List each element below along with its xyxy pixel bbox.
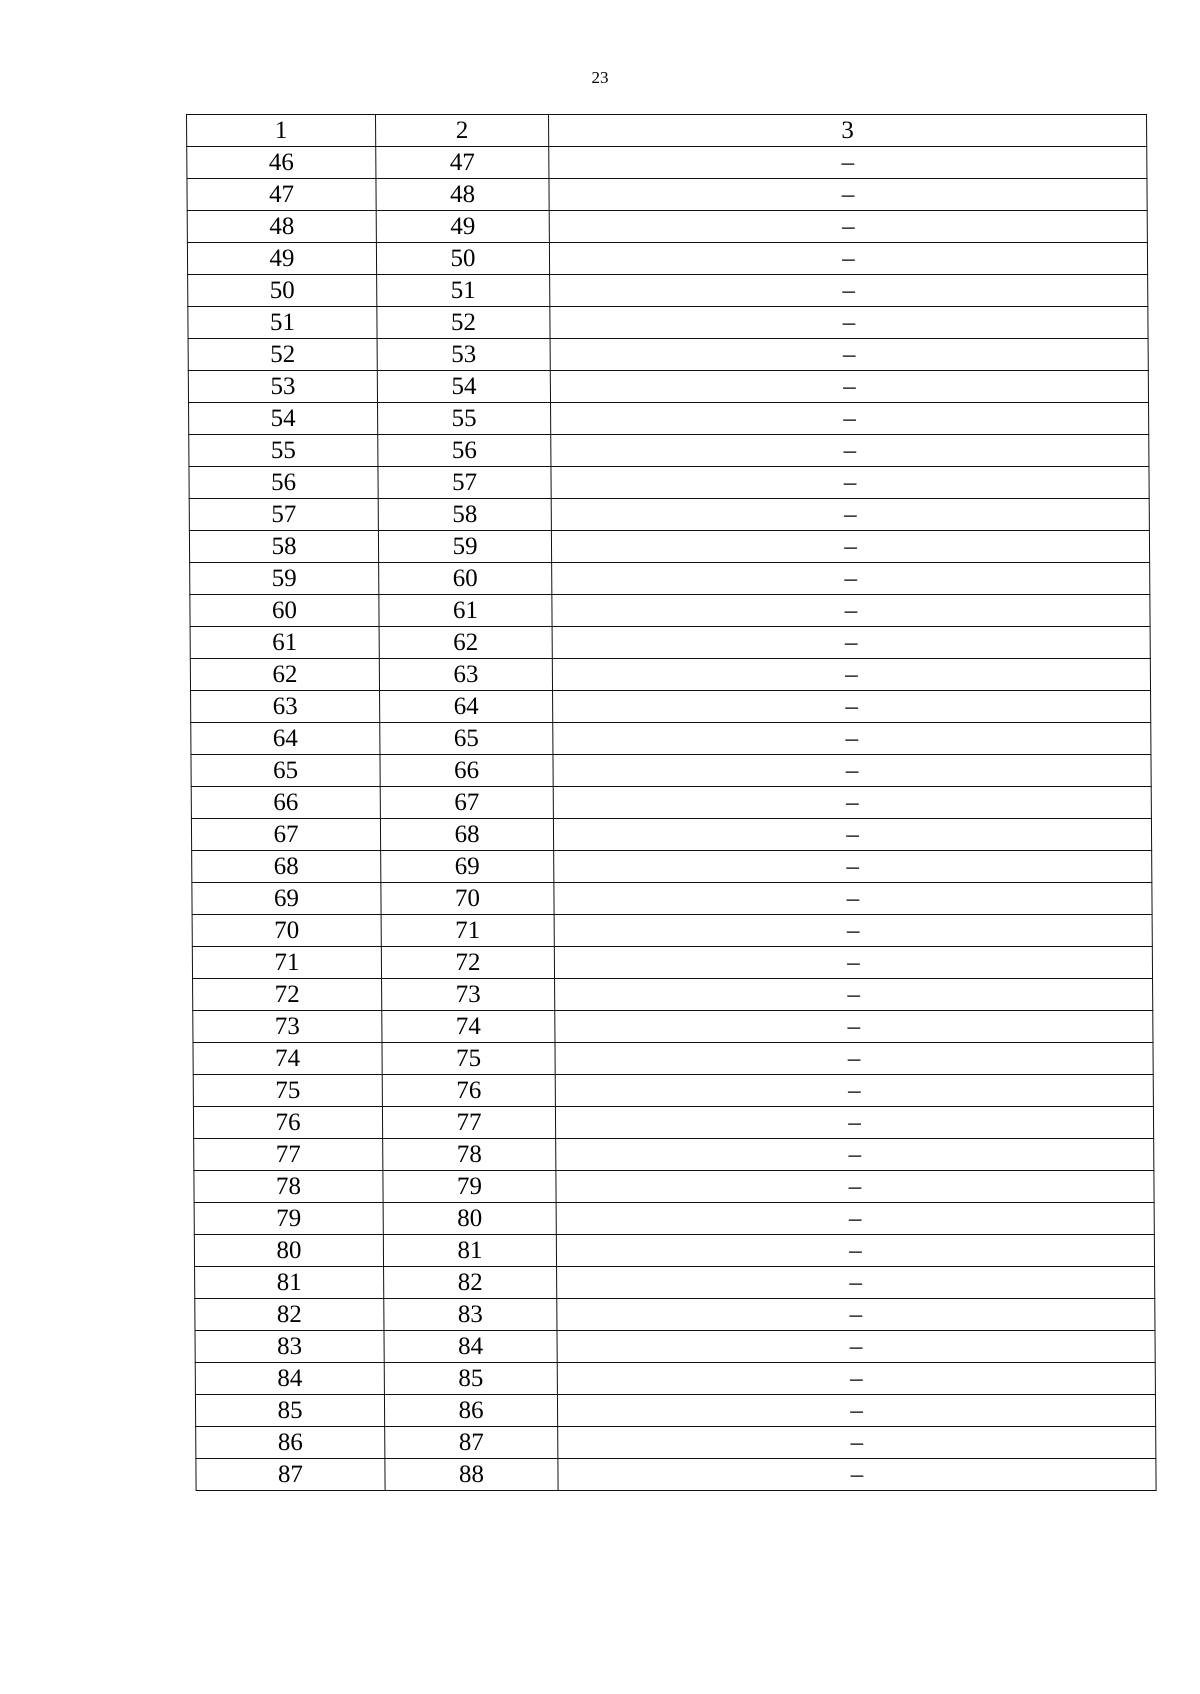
table-row	[189, 403, 1149, 435]
table-row	[187, 211, 1147, 243]
table-row	[190, 659, 1150, 691]
cell-col3: –	[553, 755, 1151, 787]
cell-col3: –	[550, 275, 1148, 307]
cell-col1: 80	[194, 1235, 383, 1267]
table-row	[193, 979, 1153, 1011]
cell-col2: 80	[383, 1203, 556, 1235]
cell-col1: 53	[188, 371, 377, 403]
cell-col1: 60	[190, 595, 379, 627]
table-row	[195, 1395, 1155, 1427]
table-row	[196, 1459, 1156, 1491]
cell-col2: 56	[378, 435, 551, 467]
cell-col1: 85	[195, 1395, 384, 1427]
cell-col1: 47	[187, 179, 376, 211]
cell-col3: –	[554, 851, 1152, 883]
cell-col2: 77	[382, 1107, 555, 1139]
cell-col2: 47	[376, 147, 549, 179]
cell-col3: –	[553, 691, 1151, 723]
cell-col1: 84	[195, 1363, 384, 1395]
cell-col1: 77	[194, 1139, 383, 1171]
cell-col2: 74	[382, 1011, 555, 1043]
cell-col3: –	[551, 531, 1149, 563]
cell-col2: 62	[379, 627, 552, 659]
cell-col2: 61	[379, 595, 552, 627]
table-body	[187, 115, 1157, 1491]
cell-col2: 59	[378, 531, 551, 563]
cell-col1: 46	[187, 147, 376, 179]
cell-col1: 58	[189, 531, 378, 563]
cell-col2: 85	[384, 1363, 557, 1395]
column-header-3: 3	[549, 115, 1147, 147]
cell-col3: –	[551, 403, 1149, 435]
cell-col1: 50	[188, 275, 377, 307]
cell-col2: 70	[381, 883, 554, 915]
table-row	[187, 147, 1147, 179]
cell-col2: 78	[383, 1139, 556, 1171]
cell-col2: 64	[380, 691, 553, 723]
cell-col2: 50	[376, 243, 549, 275]
cell-col1: 54	[189, 403, 378, 435]
cell-col3: –	[557, 1331, 1155, 1363]
cell-col1: 69	[192, 883, 381, 915]
cell-col2: 65	[380, 723, 553, 755]
cell-col3: –	[553, 723, 1151, 755]
cell-col3: –	[551, 499, 1149, 531]
cell-col3: –	[556, 1171, 1154, 1203]
cell-col1: 70	[192, 915, 381, 947]
cell-col3: –	[554, 915, 1152, 947]
cell-col3: –	[555, 1043, 1153, 1075]
cell-col3: –	[554, 883, 1152, 915]
table-row	[195, 1363, 1155, 1395]
cell-col2: 88	[385, 1459, 558, 1491]
cell-col1: 59	[190, 563, 379, 595]
cell-col1: 49	[187, 243, 376, 275]
table-row	[189, 531, 1149, 563]
cell-col2: 53	[377, 339, 550, 371]
cell-col2: 84	[384, 1331, 557, 1363]
cell-col3: –	[550, 339, 1148, 371]
table-row	[195, 1331, 1155, 1363]
cell-col2: 60	[379, 563, 552, 595]
table-row	[187, 179, 1147, 211]
table-row	[189, 435, 1149, 467]
cell-col3: –	[552, 563, 1150, 595]
cell-col2: 69	[381, 851, 554, 883]
cell-col3: –	[555, 1107, 1153, 1139]
cell-col2: 79	[383, 1171, 556, 1203]
cell-col3: –	[557, 1267, 1155, 1299]
table-row	[189, 467, 1149, 499]
cell-col2: 48	[376, 179, 549, 211]
table-row	[193, 1011, 1153, 1043]
cell-col3: –	[558, 1427, 1156, 1459]
cell-col1: 87	[196, 1459, 385, 1491]
table-row	[193, 1043, 1153, 1075]
cell-col1: 62	[190, 659, 379, 691]
cell-col1: 57	[189, 499, 378, 531]
table-row	[188, 307, 1148, 339]
cell-col1: 73	[193, 1011, 382, 1043]
cell-col1: 68	[192, 851, 381, 883]
cell-col2: 76	[382, 1075, 555, 1107]
cell-col2: 73	[382, 979, 555, 1011]
table-row	[191, 787, 1151, 819]
cell-col1: 61	[190, 627, 379, 659]
cell-col3: –	[550, 307, 1148, 339]
cell-col2: 66	[380, 755, 553, 787]
cell-col3: –	[556, 1203, 1154, 1235]
table-row	[192, 947, 1152, 979]
page-number: 23	[591, 68, 609, 87]
cell-col3: –	[550, 371, 1148, 403]
cell-col2: 55	[378, 403, 551, 435]
cell-col2: 57	[378, 467, 551, 499]
table-row	[194, 1171, 1154, 1203]
table-row	[189, 499, 1149, 531]
cell-col2: 75	[382, 1043, 555, 1075]
column-header-2: 2	[376, 115, 549, 147]
cell-col1: 67	[191, 819, 380, 851]
cell-col1: 66	[191, 787, 380, 819]
cell-col1: 86	[196, 1427, 385, 1459]
table-header-row	[187, 115, 1147, 147]
cell-col1: 63	[191, 691, 380, 723]
cell-col3: –	[555, 1075, 1153, 1107]
cell-col3: –	[557, 1363, 1155, 1395]
cell-col3: –	[555, 979, 1153, 1011]
cell-col1: 71	[192, 947, 381, 979]
cell-col2: 68	[380, 819, 553, 851]
table-row	[193, 1107, 1153, 1139]
table-row	[193, 1075, 1153, 1107]
cell-col1: 79	[194, 1203, 383, 1235]
cell-col2: 58	[378, 499, 551, 531]
cell-col2: 87	[385, 1427, 558, 1459]
cell-col3: –	[549, 211, 1147, 243]
table-row	[187, 243, 1147, 275]
table-row	[191, 691, 1151, 723]
cell-col2: 83	[384, 1299, 557, 1331]
table-row	[191, 755, 1151, 787]
data-table	[186, 114, 1157, 1491]
table-row	[196, 1427, 1156, 1459]
cell-col2: 52	[377, 307, 550, 339]
table-row	[190, 595, 1150, 627]
cell-col1: 64	[191, 723, 380, 755]
table-row	[188, 371, 1148, 403]
cell-col1: 74	[193, 1043, 382, 1075]
table-row	[192, 883, 1152, 915]
table-row	[190, 563, 1150, 595]
cell-col3: –	[552, 627, 1150, 659]
cell-col3: –	[551, 467, 1149, 499]
cell-col1: 56	[189, 467, 378, 499]
cell-col1: 55	[189, 435, 378, 467]
table-row	[192, 851, 1152, 883]
cell-col3: –	[554, 947, 1152, 979]
cell-col1: 78	[194, 1171, 383, 1203]
cell-col3: –	[556, 1235, 1154, 1267]
table-row	[190, 627, 1150, 659]
cell-col2: 86	[384, 1395, 557, 1427]
table-row	[192, 915, 1152, 947]
cell-col1: 83	[195, 1331, 384, 1363]
column-header-1: 1	[187, 115, 376, 147]
cell-col1: 72	[193, 979, 382, 1011]
cell-col3: –	[558, 1459, 1156, 1491]
cell-col3: –	[553, 787, 1151, 819]
cell-col1: 81	[195, 1267, 384, 1299]
cell-col3: –	[556, 1139, 1154, 1171]
cell-col2: 49	[376, 211, 549, 243]
table-row	[191, 723, 1151, 755]
cell-col3: –	[552, 659, 1150, 691]
table-row	[191, 819, 1151, 851]
cell-col2: 63	[379, 659, 552, 691]
table-row	[194, 1203, 1154, 1235]
table-row	[195, 1299, 1155, 1331]
cell-col3: –	[557, 1299, 1155, 1331]
cell-col1: 65	[191, 755, 380, 787]
cell-col3: –	[552, 595, 1150, 627]
cell-col2: 82	[384, 1267, 557, 1299]
cell-col3: –	[553, 819, 1151, 851]
cell-col3: –	[557, 1395, 1155, 1427]
cell-col2: 51	[377, 275, 550, 307]
table-row	[194, 1235, 1154, 1267]
table-row	[188, 339, 1148, 371]
cell-col3: –	[551, 435, 1149, 467]
cell-col1: 75	[193, 1075, 382, 1107]
cell-col1: 48	[187, 211, 376, 243]
cell-col3: –	[555, 1011, 1153, 1043]
table-row	[194, 1139, 1154, 1171]
cell-col3: –	[549, 147, 1147, 179]
cell-col1: 82	[195, 1299, 384, 1331]
cell-col2: 54	[377, 371, 550, 403]
cell-col1: 51	[188, 307, 377, 339]
table-row	[195, 1267, 1155, 1299]
cell-col1: 52	[188, 339, 377, 371]
cell-col3: –	[549, 179, 1147, 211]
cell-col2: 67	[380, 787, 553, 819]
cell-col2: 72	[381, 947, 554, 979]
cell-col3: –	[549, 243, 1147, 275]
cell-col1: 76	[193, 1107, 382, 1139]
cell-col2: 71	[381, 915, 554, 947]
table-row	[188, 275, 1148, 307]
cell-col2: 81	[383, 1235, 556, 1267]
